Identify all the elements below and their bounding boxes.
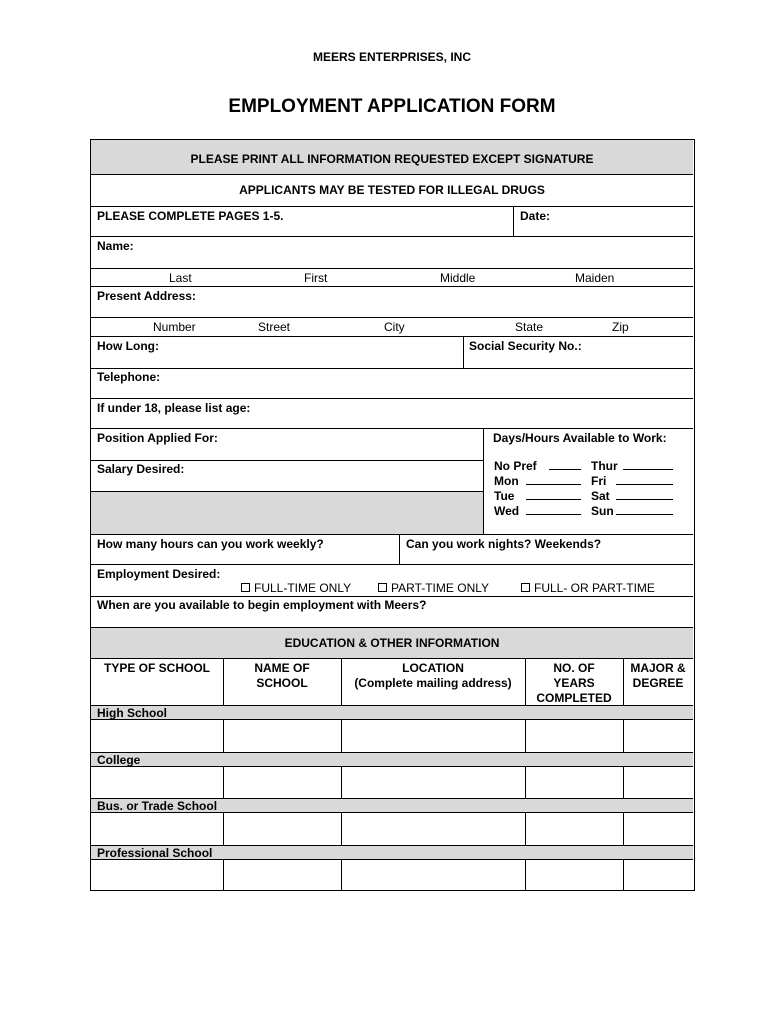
date-label: Date: (520, 209, 551, 223)
day-no-pref: No Pref (494, 459, 537, 473)
day-sun: Sun (591, 504, 614, 518)
day-thur: Thur (591, 459, 618, 473)
school-trade: Bus. or Trade School (97, 799, 218, 813)
address-sub-state: State (515, 320, 544, 334)
col-location: LOCATION (Complete mailing address) (354, 661, 512, 690)
school-high-school: High School (97, 706, 167, 720)
day-fri: Fri (591, 474, 607, 488)
under-18-label: If under 18, please list age: (97, 401, 251, 415)
complete-pages-note: PLEASE COMPLETE PAGES 1-5. (97, 209, 284, 223)
option-full-time[interactable]: FULL-TIME ONLY (241, 581, 351, 595)
checkbox-icon (378, 583, 387, 592)
school-professional: Professional School (97, 846, 213, 860)
col-major-degree: MAJOR & DEGREE (630, 661, 686, 690)
position-label: Position Applied For: (97, 431, 218, 445)
how-long-label: How Long: (97, 339, 159, 353)
nights-weekends-label: Can you work nights? Weekends? (406, 537, 602, 551)
college-bar (91, 752, 693, 766)
hours-weekly-label: How many hours can you work weekly? (97, 537, 324, 551)
day-tue: Tue (494, 489, 515, 503)
company-name: MEERS ENTERPRISES, INC (312, 50, 472, 64)
address-sub-number: Number (153, 320, 196, 334)
address-sub-city: City (384, 320, 405, 334)
col-type-of-school: TYPE OF SCHOOL (103, 661, 210, 675)
employment-desired-label: Employment Desired: (97, 567, 221, 581)
col-name-of-school: NAME OF SCHOOL (254, 661, 310, 690)
days-hours-label: Days/Hours Available to Work: (493, 431, 667, 445)
print-notice: PLEASE PRINT ALL INFORMATION REQUESTED EXCEPT SIGNATURE (190, 152, 594, 166)
present-address-label: Present Address: (97, 289, 196, 303)
salary-shaded-area (91, 491, 483, 534)
option-full-or-part-time[interactable]: FULL- OR PART-TIME (521, 581, 655, 595)
day-mon: Mon (494, 474, 519, 488)
option-part-time[interactable]: PART-TIME ONLY (378, 581, 489, 595)
name-sub-middle: Middle (440, 271, 476, 285)
education-heading: EDUCATION & OTHER INFORMATION (284, 636, 500, 650)
available-begin-label: When are you available to begin employment with Meers? (97, 598, 427, 612)
telephone-label: Telephone: (97, 370, 161, 384)
school-college: College (97, 753, 141, 767)
form-title: EMPLOYMENT APPLICATION FORM (228, 96, 556, 117)
address-sub-street: Street (258, 320, 291, 334)
salary-label: Salary Desired: (97, 462, 185, 476)
address-sub-zip: Zip (612, 320, 629, 334)
day-sat: Sat (591, 489, 610, 503)
application-form (90, 139, 695, 891)
high-school-bar (91, 705, 693, 719)
name-sub-first: First (304, 271, 328, 285)
drug-test-notice: APPLICANTS MAY BE TESTED FOR ILLEGAL DRUGS (239, 183, 545, 197)
checkbox-icon (241, 583, 250, 592)
name-sub-last: Last (169, 271, 192, 285)
days-availability (494, 459, 673, 519)
day-wed: Wed (494, 504, 520, 518)
name-sub-maiden: Maiden (575, 271, 615, 285)
name-label: Name: (97, 239, 134, 253)
col-years-completed: NO. OF YEARS COMPLETED (536, 661, 612, 705)
ssn-label: Social Security No.: (469, 339, 582, 353)
checkbox-icon (521, 583, 530, 592)
